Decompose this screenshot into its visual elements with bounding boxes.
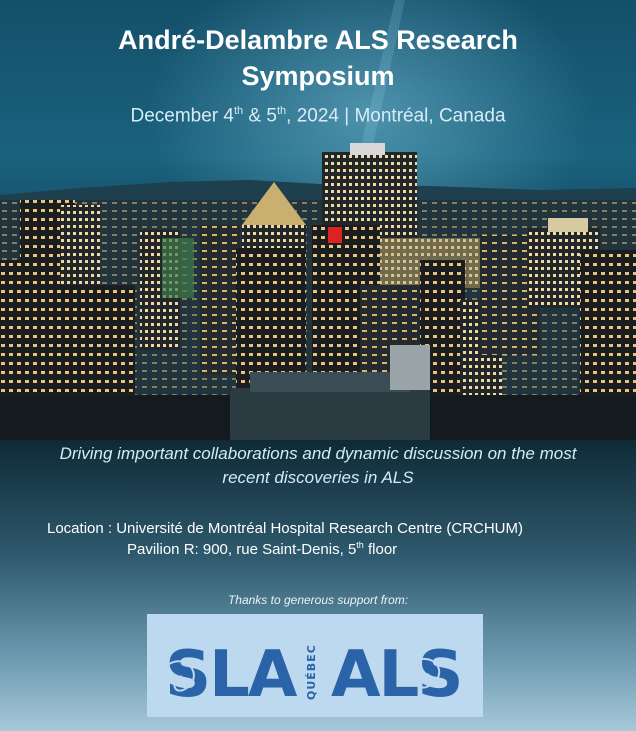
- sponsor-logo: [147, 614, 483, 717]
- logo-sla-text: SLA: [165, 638, 296, 712]
- floor-sup: th: [356, 540, 364, 550]
- date-mid: & 5: [243, 105, 277, 127]
- tagline: [30, 442, 606, 490]
- date-sup2: th: [276, 105, 287, 117]
- location-line-2: [127, 540, 397, 558]
- logo-als-text: ALS: [331, 638, 462, 712]
- thanks-text: Thanks to generous support from:: [227, 593, 409, 607]
- tagline-line-2: recent discoveries in ALS: [222, 468, 414, 487]
- date-sup1: th: [233, 105, 244, 117]
- location-line-1: Location : Université de Montréal Hospital Research Centre (CRCHUM): [47, 520, 524, 537]
- page-title: [0, 22, 636, 94]
- title-line-2: Symposium: [241, 61, 395, 91]
- date-day1: December 4: [130, 105, 234, 127]
- floor-label: floor: [363, 541, 398, 558]
- date-rest: , 2024 | Montréal, Canada: [286, 105, 506, 127]
- title-line-1: André-Delambre ALS Research: [118, 25, 518, 55]
- tagline-line-1: Driving important collaborations and dynamic discussion on the most: [59, 444, 577, 463]
- logo-quebec-text: QUÉBEC: [305, 644, 318, 700]
- location-address: Pavilion R: 900, rue Saint-Denis, 5: [127, 541, 357, 558]
- event-date-location: [0, 105, 636, 127]
